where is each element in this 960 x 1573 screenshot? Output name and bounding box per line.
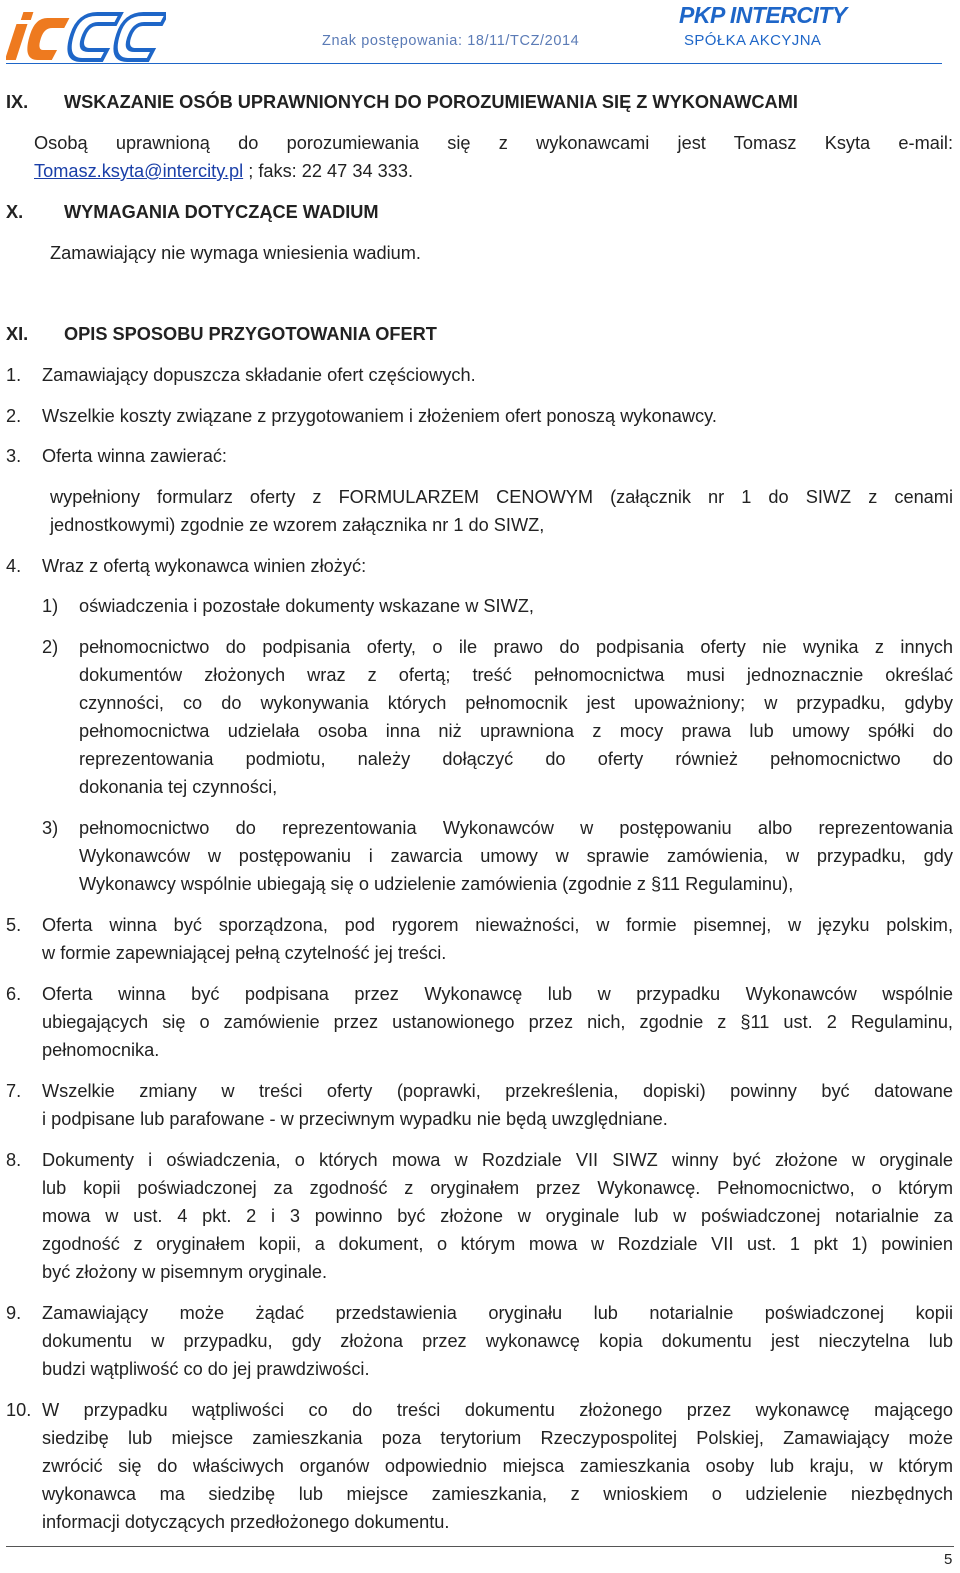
list-item-line: Oferta winna być sporządzona, pod rygorem nieważności, w formie pisemnej, w języku polskim, [42, 915, 953, 935]
item-number: 3. [6, 446, 22, 466]
section-9-number: IX. [6, 92, 29, 112]
subitem-line: pełnomocnictwo do podpisania oferty, o ile prawo do podpisania oferty nie wynika z innych [79, 637, 953, 657]
section-11-number: XI. [6, 324, 29, 344]
list-item-line: Dokumenty i oświadczenia, o których mowa w Rozdziale VII SIWZ winny być złożone w oryginale [42, 1150, 953, 1170]
list-item-line: budzi wątpliwość co do jej prawdziwości. [42, 1359, 370, 1379]
list-item: Wraz z ofertą wykonawca winien złożyć: [42, 556, 367, 576]
item-number: 5. [6, 915, 22, 935]
footer-divider [6, 1546, 954, 1547]
list-item-line: i podpisane lub parafowane - w przeciwnym wypadku nie będą uwzględniane. [42, 1109, 668, 1129]
subitem-line: pełnomocnictwa udzielała osoba inna niż uprawniona z mocy prawa lub umowy spółki do [79, 721, 953, 741]
page-header [0, 0, 960, 68]
subitem-number: 3) [42, 818, 59, 838]
list-item-line: dokumentu w przypadku, gdy złożona przez wykonawcę kopia dokumentu jest nieczytelna lub [42, 1331, 953, 1351]
page-number: 5 [944, 1551, 953, 1568]
brand-subtitle: SPÓŁKA AKCYJNA [684, 32, 822, 49]
section-9-line-1: Osobą uprawnioną do porozumiewania się z wykonawcami jest Tomasz Ksyta e-mail: [34, 133, 953, 153]
list-item-line: W przypadku wątpliwości co do treści dokumentu złożonego przez wykonawcę mającego [42, 1400, 953, 1420]
list-item-line: lub kopii poświadczonej za zgodność z oryginałem przez Wykonawcę. Pełnomocnictwo, o którym [42, 1178, 953, 1198]
list-item: Wszelkie koszty związane z przygotowaniem i złożeniem ofert ponoszą wykonawcy. [42, 406, 717, 426]
section-11-title: OPIS SPOSOBU PRZYGOTOWANIA OFERT [64, 324, 437, 344]
list-item-line: być złożony w pisemnym oryginale. [42, 1262, 328, 1282]
subitem-line: Wykonawcy wspólnie ubiegają się o udzielenie zamówienia (zgodnie z §11 Regulaminu), [79, 874, 794, 894]
section-10-text: Zamawiający nie wymaga wniesienia wadium. [50, 243, 421, 263]
list-item-line: Zamawiający może żądać przedstawienia oryginału lub notarialnie poświadczonej kopii [42, 1303, 953, 1323]
list-item: Oferta winna zawierać: [42, 446, 227, 466]
subitem-line: dokonania tej czynności, [79, 777, 278, 797]
subitem-line: reprezentowania podmiotu, należy dołączyć do oferty również pełnomocnictwo do [79, 749, 953, 769]
list-item-line: ubiegających się o zamówienie przez ustanowionego przez nich, zgodnie z §11 ust. 2 Regulaminu, [42, 1012, 953, 1032]
list-item-line: pełnomocnika. [42, 1040, 160, 1060]
item-number: 2. [6, 406, 22, 426]
list-item-line: wykonawca ma siedzibę lub miejsce zamieszkania, z wnioskiem o udzielenie niezbędnych [42, 1484, 953, 1504]
item-number: 4. [6, 556, 22, 576]
item-number: 8. [6, 1150, 22, 1170]
item-number: 1. [6, 365, 22, 385]
list-item-line: wypełniony formularz oferty z FORMULARZEM CENOWYM (załącznik nr 1 do SIWZ z cenami [50, 487, 953, 507]
item-number: 9. [6, 1303, 22, 1323]
list-item-line: mowa w ust. 4 pkt. 2 i 3 powinno być złożone w oryginale lub w poświadczonej notarialnie za [42, 1206, 953, 1226]
subitem-number: 1) [42, 596, 59, 616]
list-item-line: informacji dotyczących przedłożonego dokumentu. [42, 1512, 450, 1532]
contact-email-link[interactable]: Tomasz.ksyta@intercity.pl [34, 161, 244, 181]
subitem-line: Wykonawców w postępowaniu i zawarcia umowy w sprawie zamówienia, w przypadku, gdy [79, 846, 953, 866]
subitem-line: pełnomocnictwo do reprezentowania Wykonawców w postępowaniu albo reprezentowania [79, 818, 953, 838]
header-divider [6, 63, 942, 64]
list-item-line: siedzibę lub miejsce zamieszkania poza terytorium Rzeczypospolitej Polskiej, Zamawiający może [42, 1428, 953, 1448]
section-10-title: WYMAGANIA DOTYCZĄCE WADIUM [64, 202, 379, 222]
item-number: 6. [6, 984, 22, 1004]
subitem-line: czynności, co do wykonywania których pełnomocnik jest upoważniony; w przypadku, gdyby [79, 693, 953, 713]
list-item-line: zgodność z oryginałem kopii, a dokument, o którym mowa w Rozdziale VII ust. 1 pkt 1) powinien [42, 1234, 953, 1254]
subitem: oświadczenia i pozostałe dokumenty wskazane w SIWZ, [79, 596, 534, 616]
icc-logo [6, 4, 166, 64]
list-item-line: jednostkowymi) zgodnie ze wzorem załącznika nr 1 do SIWZ, [50, 515, 545, 535]
contact-fax: ; faks: 22 47 34 333. [243, 161, 414, 181]
procedure-reference: Znak postępowania: 18/11/TCZ/2014 [322, 33, 580, 49]
subitem-line: dokumentów złożonych wraz z ofertą; treść pełnomocnictwa musi jednoznacznie określać [79, 665, 953, 685]
section-9-line-2 [34, 157, 413, 185]
subitem-number: 2) [42, 637, 59, 657]
section-9-title: WSKAZANIE OSÓB UPRAWNIONYCH DO POROZUMIEWANIA SIĘ Z WYKONAWCAMI [64, 92, 798, 112]
item-number: 10. [6, 1400, 32, 1420]
list-item-line: w formie zapewniającej pełną czytelność jej treści. [42, 943, 447, 963]
list-item-line: Wszelkie zmiany w treści oferty (poprawki, przekreślenia, dopiski) powinny być datowane [42, 1081, 953, 1101]
section-10-number: X. [6, 202, 24, 222]
item-number: 7. [6, 1081, 22, 1101]
brand-title: PKP INTERCITY [679, 2, 847, 28]
list-item-line: zwrócić się do właściwych organów odpowiednio miejsca zamieszkania osoby lub kraju, w którym [42, 1456, 953, 1476]
list-item-line: Oferta winna być podpisana przez Wykonawcę lub w przypadku Wykonawców wspólnie [42, 984, 953, 1004]
list-item: Zamawiający dopuszcza składanie ofert częściowych. [42, 365, 476, 385]
